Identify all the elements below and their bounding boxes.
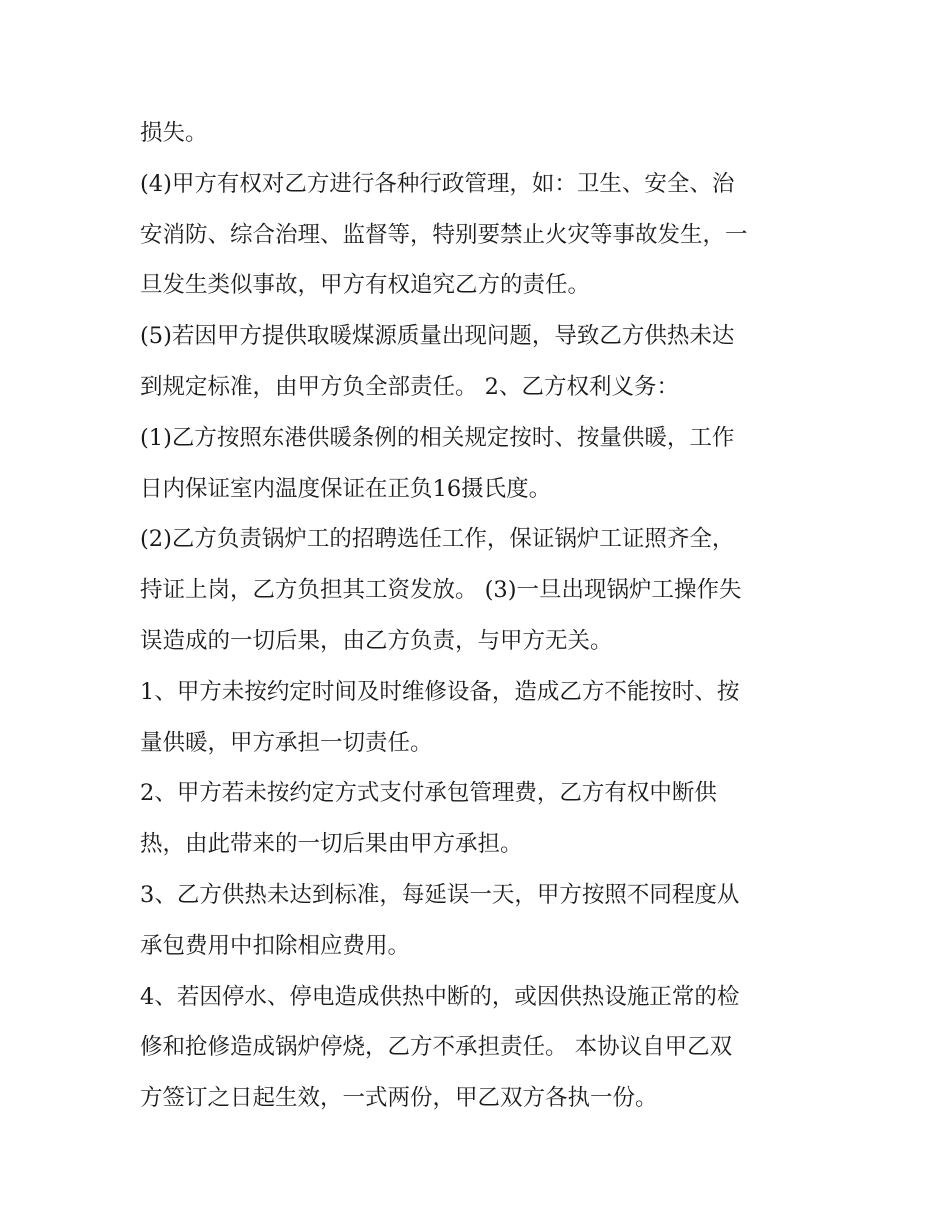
text-line: 损失。 <box>140 120 208 146</box>
text-line: 持证上岗，乙方负担其工资发放。 (3)一旦出现锅炉工操作失 <box>140 577 742 604</box>
text-line: 方签订之日起生效，一式两份，甲乙双方各执一份。 <box>140 1085 658 1112</box>
text-line: 旦发生类似事故，甲方有权追究乙方的责任。 <box>140 272 591 299</box>
text-line: 修和抢修造成锅炉停烧，乙方不承担责任。 本协议自甲乙双 <box>140 1034 733 1061</box>
text-line: (1)乙方按照东港供暖条例的相关规定按时、按量供暖，工作 <box>140 424 735 451</box>
text-line: (2)乙方负责锅炉工的招聘选任工作，保证锅炉工证照齐全， <box>140 526 735 553</box>
document-body <box>140 108 820 1124</box>
text-line: 量供暖，甲方承担一切责任。 <box>140 729 433 756</box>
text-line: 热，由此带来的一切后果由甲方承担。 <box>140 831 523 858</box>
text-line: 3、乙方供热未达到标准，每延误一天，甲方按照不同程度从 <box>140 881 740 908</box>
text-line: (5)若因甲方提供取暖煤源质量出现问题，导致乙方供热未达 <box>140 323 735 350</box>
text-line: 安消防、综合治理、监督等，特别要禁止火灾等事故发生，一 <box>140 221 748 248</box>
text-line: 1、甲方未按约定时间及时维修设备，造成乙方不能按时、按 <box>140 678 740 705</box>
text-line: (4)甲方有权对乙方进行各种行政管理，如：卫生、安全、治 <box>140 170 735 197</box>
text-line: 到规定标准，由甲方负全部责任。 2、乙方权利义务： <box>140 373 679 400</box>
text-line: 2、甲方若未按约定方式支付承包管理费，乙方有权中断供 <box>140 780 717 807</box>
text-line: 误造成的一切后果，由乙方负责，与甲方无关。 <box>140 627 613 654</box>
text-line: 日内保证室内温度保证在正负16摄氏度。 <box>140 475 552 502</box>
text-line: 4、若因停水、停电造成供热中断的，或因供热设施正常的检 <box>140 983 740 1010</box>
text-line: 承包费用中扣除相应费用。 <box>140 932 411 959</box>
